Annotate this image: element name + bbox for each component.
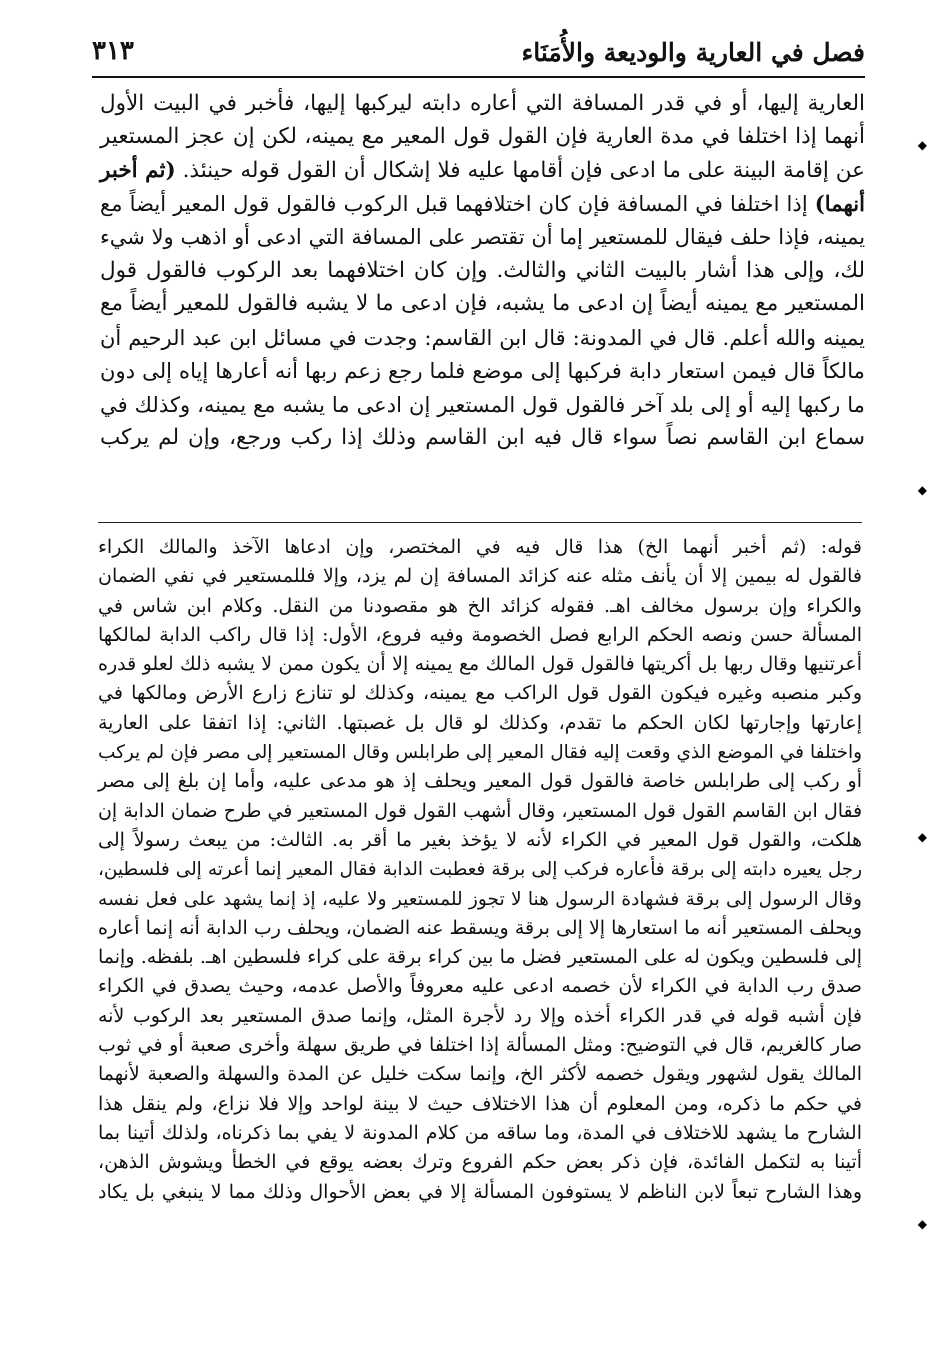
footnote-line: أو ركب إلى طرابلس خاصة فالقول قول المعير ويحلف إذ هو مدعى عليه، وأما إن بلغ إلى مصر [98, 770, 862, 793]
footnote-line: رجل يعيره دابته إلى برقة فأعاره فركب إلى برقة فعطبت الدابة فقال المعير إنما أعرته إلى فلسطين، [98, 859, 862, 881]
main-text-line: يمينه والله أعلم. قال في المدونة: قال ابن القاسم: وجدت في مسائل ابن عبد الرحيم أن [100, 324, 865, 350]
footnote-line: فإن أشبه قوله في قدر الكراء أخذه وإلا رد لأجرة المثل، وإنما صدق المستعير بعد الركوب لأنه [98, 1004, 862, 1027]
footnote-line: الشارح ما يشهد للاختلاف في المدة، وما ساقه من كلام المدونة لا يفي بما ذكرناه، ولذلك أتينا بما [98, 1121, 862, 1144]
footnote-line: ويحلف المستعير أنه ما استعارها إلا إلى برقة ويسقط عنه الضمان، ويحلف رب الدابة أنه إنما أعاره [98, 916, 862, 939]
footnote-separator [98, 522, 862, 523]
footnote-line: فقال ابن القاسم القول قول المستعير، وقال أشهب القول قول المستعير في طرح ضمان الدابة إن [98, 800, 862, 822]
footnote-line: واختلفا في الموضع الذي وقعت إليه فقال المعير إلى طرابلس وقال المستعير إلى مصر فإن لم يركب [98, 742, 862, 764]
emphasized-phrase: أنهما) [814, 191, 865, 217]
page-number: ٣١٣ [92, 36, 134, 66]
running-title: فصل في العارية والوديعة والأُمَنَاء [521, 38, 865, 67]
footnote-line: أعرتنيها وقال ربها بل أكريتها فالقول قول المالك مع يمينه إلا أن يكون ممن لا يشبه ذلك لعلو قدره [98, 653, 862, 676]
footnote-line: إعارتها وإجارتها لكان الحكم ما تقدم، وكذلك لو قال بل غصبتها. الثاني: إذا اتفقا على العارية [98, 711, 862, 734]
main-text-line: المستعير مع يمينه أيضاً إن ادعى ما يشبه، فإن ادعى ما لا يشبه فالقول للمعير أيضاً مع [100, 291, 865, 317]
footnote-line: وقال الرسول إلى برقة فشهادة الرسول هنا لا تجوز للمستعير ولا عليه، إذ إنما يشهد على فعل نفسه [98, 888, 862, 910]
margin-mark-icon: ◆ [917, 1217, 927, 1231]
main-text-block [100, 87, 865, 454]
main-text-line: العارية إليها، أو في قدر المسافة التي أعاره دابته ليركبها إليها، فأخبر في البيت الأول [100, 91, 865, 116]
footnote-line: صار كالغريم، قال في التوضيح: ومثل المسألة إذا اختلفا في طريق سهلة وأخرى صعبة أو في ثوب [98, 1034, 862, 1057]
main-text-line: عن إقامة البينة على ما ادعى فإن أقامها عليه فلا إشكال أن القول قوله حينئذ. (ثم أخبر [100, 157, 865, 183]
footnote-line: وكبر منصبه وغيره فيكون القول قول الراكب مع يمينه، وكذلك لو تنازع زارع الأرض ومالكها في [98, 682, 862, 705]
main-text-line: سماع ابن القاسم نصاً سواء قال فيه ابن القاسم وذلك إذا ركب ورجع، وإن لم يركب [100, 424, 865, 450]
emphasized-phrase: (ثم أخبر [100, 157, 176, 183]
page-header [92, 32, 865, 78]
footnote-line [98, 1207, 862, 1236]
margin-mark-icon: ◆ [917, 138, 927, 152]
main-text-line: مالكاً قال فيمن استعار دابة فركبها إلى موضع فلما رجع زعم ربها أنه أعارها إياه إلى دون [100, 358, 865, 384]
main-text-line: ما ركبها إليه أو إلى بلد آخر فالقول قول المستعير إن ادعى ما يشبه مع يمينه، وكذلك في [100, 391, 865, 417]
footnote-line: فالقول له بيمين إلا أن يأنف مثله عنه كزائد المسافة إن لم يزد، وإلا فللمستعير في نفي الضمان [98, 565, 862, 588]
footnote-line: صدق رب الدابة في الكراء لأن خصمه ادعى عليه معروفاً والأصل عدمه، وحيث يصدق في الكراء [98, 975, 862, 998]
margin-mark-icon: ◆ [917, 830, 927, 844]
main-text-line: أنهما إذا اختلفا في مدة العارية فإن القول قول المعير مع يمينه، لكن إن عجز المستعير [100, 124, 865, 150]
footnote-line: وهذا الشارح تبعاً لابن الناظم لا يستوفون المسألة إلا في بعض الأحوال وذلك مما لا ينبغي بل يكاد [98, 1180, 862, 1203]
footnote-line: قوله: (ثم أخبر أنهما الخ) هذا قال فيه في المختصر، وإن ادعاها الآخذ والمالك الكراء [98, 536, 862, 558]
main-text-line: أنهما) إذا اختلفا في المسافة فإن كان اختلافهما قبل الركوب فالقول قول المعير أيضاً مع [100, 191, 865, 217]
footnote-line: إلى فلسطين ويكون له على المستعير فضل ما بين كراء برقة على كراء فلسطين اهـ. بلفظه. وإنما [98, 946, 862, 969]
footnote-line: في حكم ما ذكره، ومن المعلوم أن هذا الاختلاف حيث لا بينة لواحد وإلا فلا نزاع، ولم ينقل هذا [98, 1092, 862, 1115]
footnote-block [98, 533, 862, 1236]
footnote-line: هلكت، والقول قول المعير في الكراء لأنه لا يؤخذ بغير ما أقر به. الثالث: من يبعث رسولاً إلى [98, 828, 862, 851]
footnote-line: المالك يقول لشهور ويقول خصمه لأكثر الخ، وإنما سكت خليل عن المدة والسهلة والصعبة لأنهما [98, 1063, 862, 1086]
margin-mark-icon: ◆ [917, 483, 927, 497]
main-text-line: يمينه، فإذا حلف فيقال للمستعير إما أن تقتصر على المسافة التي ادعى أو اذهب ولا شيء [100, 224, 865, 249]
footnote-line: أتينا به لتكمل الفائدة، فإن ذكر بعض حكم الفروع وترك بعضه يوقع في الخطأ ويشوش الذهن، [98, 1151, 862, 1174]
footnote-line: المسألة حسن ونصه الحكم الرابع فصل الخصومة وفيه فروع، الأول: إذا قال راكب الدابة لمالكها [98, 623, 862, 646]
main-text-line: لك، وإلى هذا أشار بالبيت الثاني والثالث. وإن كان اختلافهما بعد الركوب فالقول قول [100, 257, 865, 283]
footnote-line: والكراء وإن برسول مخالف اهـ. فقوله كزائد الخ هو مقصودنا من النقل. وكلام ابن شاس في [98, 594, 862, 617]
